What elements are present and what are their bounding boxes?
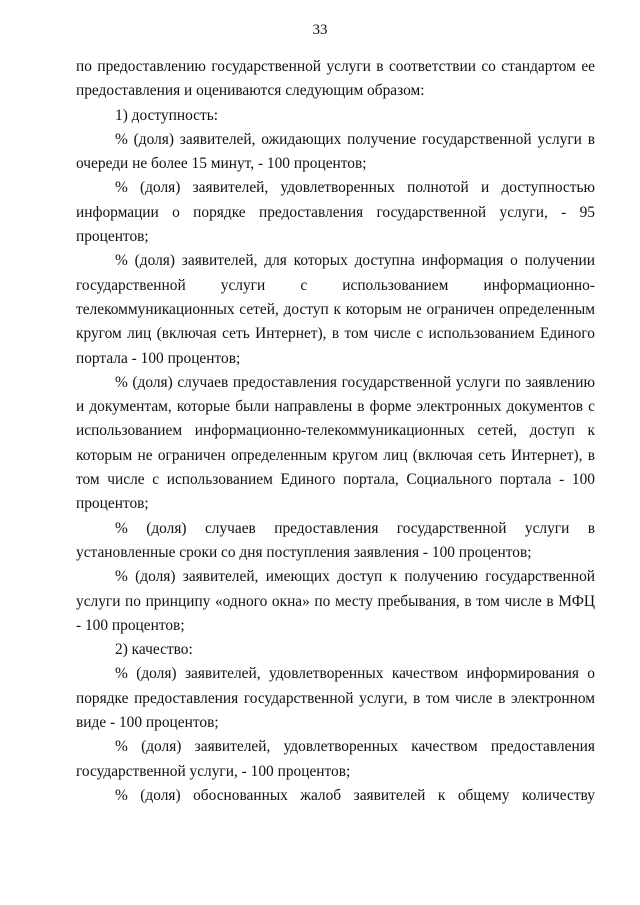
paragraph-electronic-documents: % (доля) случаев предоставления государственной услуги по заявлению и документам, которые были направлены в форме электронных документов с использованием информационно-телекоммуникационных сетей, доступ к которым не ограничен определенным кругом лиц (включая сеть Интернет), в том числе с использованием Единого портала, Социального портала - 100 процентов; [76,373,595,513]
paragraph-info-completeness: % (доля) заявителей, удовлетворенных полнотой и доступностью информации о порядке предоставления государственной услуги, - 95 процентов; [76,179,595,246]
paragraph-intro: по предоставлению государственной услуги в соответствии со стандартом ее предоставления и оцениваются следующим образом: [76,58,595,100]
document-body [76,55,595,808]
paragraph-deadlines: % (доля) случаев предоставления государственной услуги в установленные сроки со дня поступления заявления - 100 процентов; [76,519,595,561]
heading-quality: 2) качество: [115,641,193,659]
heading-accessibility: 1) доступность: [115,106,219,124]
paragraph-service-quality: % (доля) заявителей, удовлетворенных качеством предоставления государственной услуги, - 100 процентов; [76,738,595,780]
paragraph-queue-wait: % (доля) заявителей, ожидающих получение государственной услуги в очереди не более 15 минут, - 100 процентов; [76,130,595,173]
paragraph-one-window: % (доля) заявителей, имеющих доступ к получению государственной услуги по принципу «одного окна» по месту пребывания, в том числе в МФЦ - 100 процентов; [76,568,595,634]
paragraph-informing-quality: % (доля) заявителей, удовлетворенных качеством информирования о порядке предоставления государственной услуги, в том числе в электронном виде - 100 процентов; [76,665,595,732]
paragraph-internet-info: % (доля) заявителей, для которых доступна информация о получении государственной услуги с использованием информационно-телекоммуникационных сетей, доступ к которым не ограничен определенным кругом лиц (включая сеть Интернет), в том числе с использованием Единого портала - 100 процентов; [76,252,595,367]
page-number: 33 [312,22,328,38]
paragraph-complaints: % (доля) обоснованных жалоб заявителей к общему количеству [115,786,595,804]
